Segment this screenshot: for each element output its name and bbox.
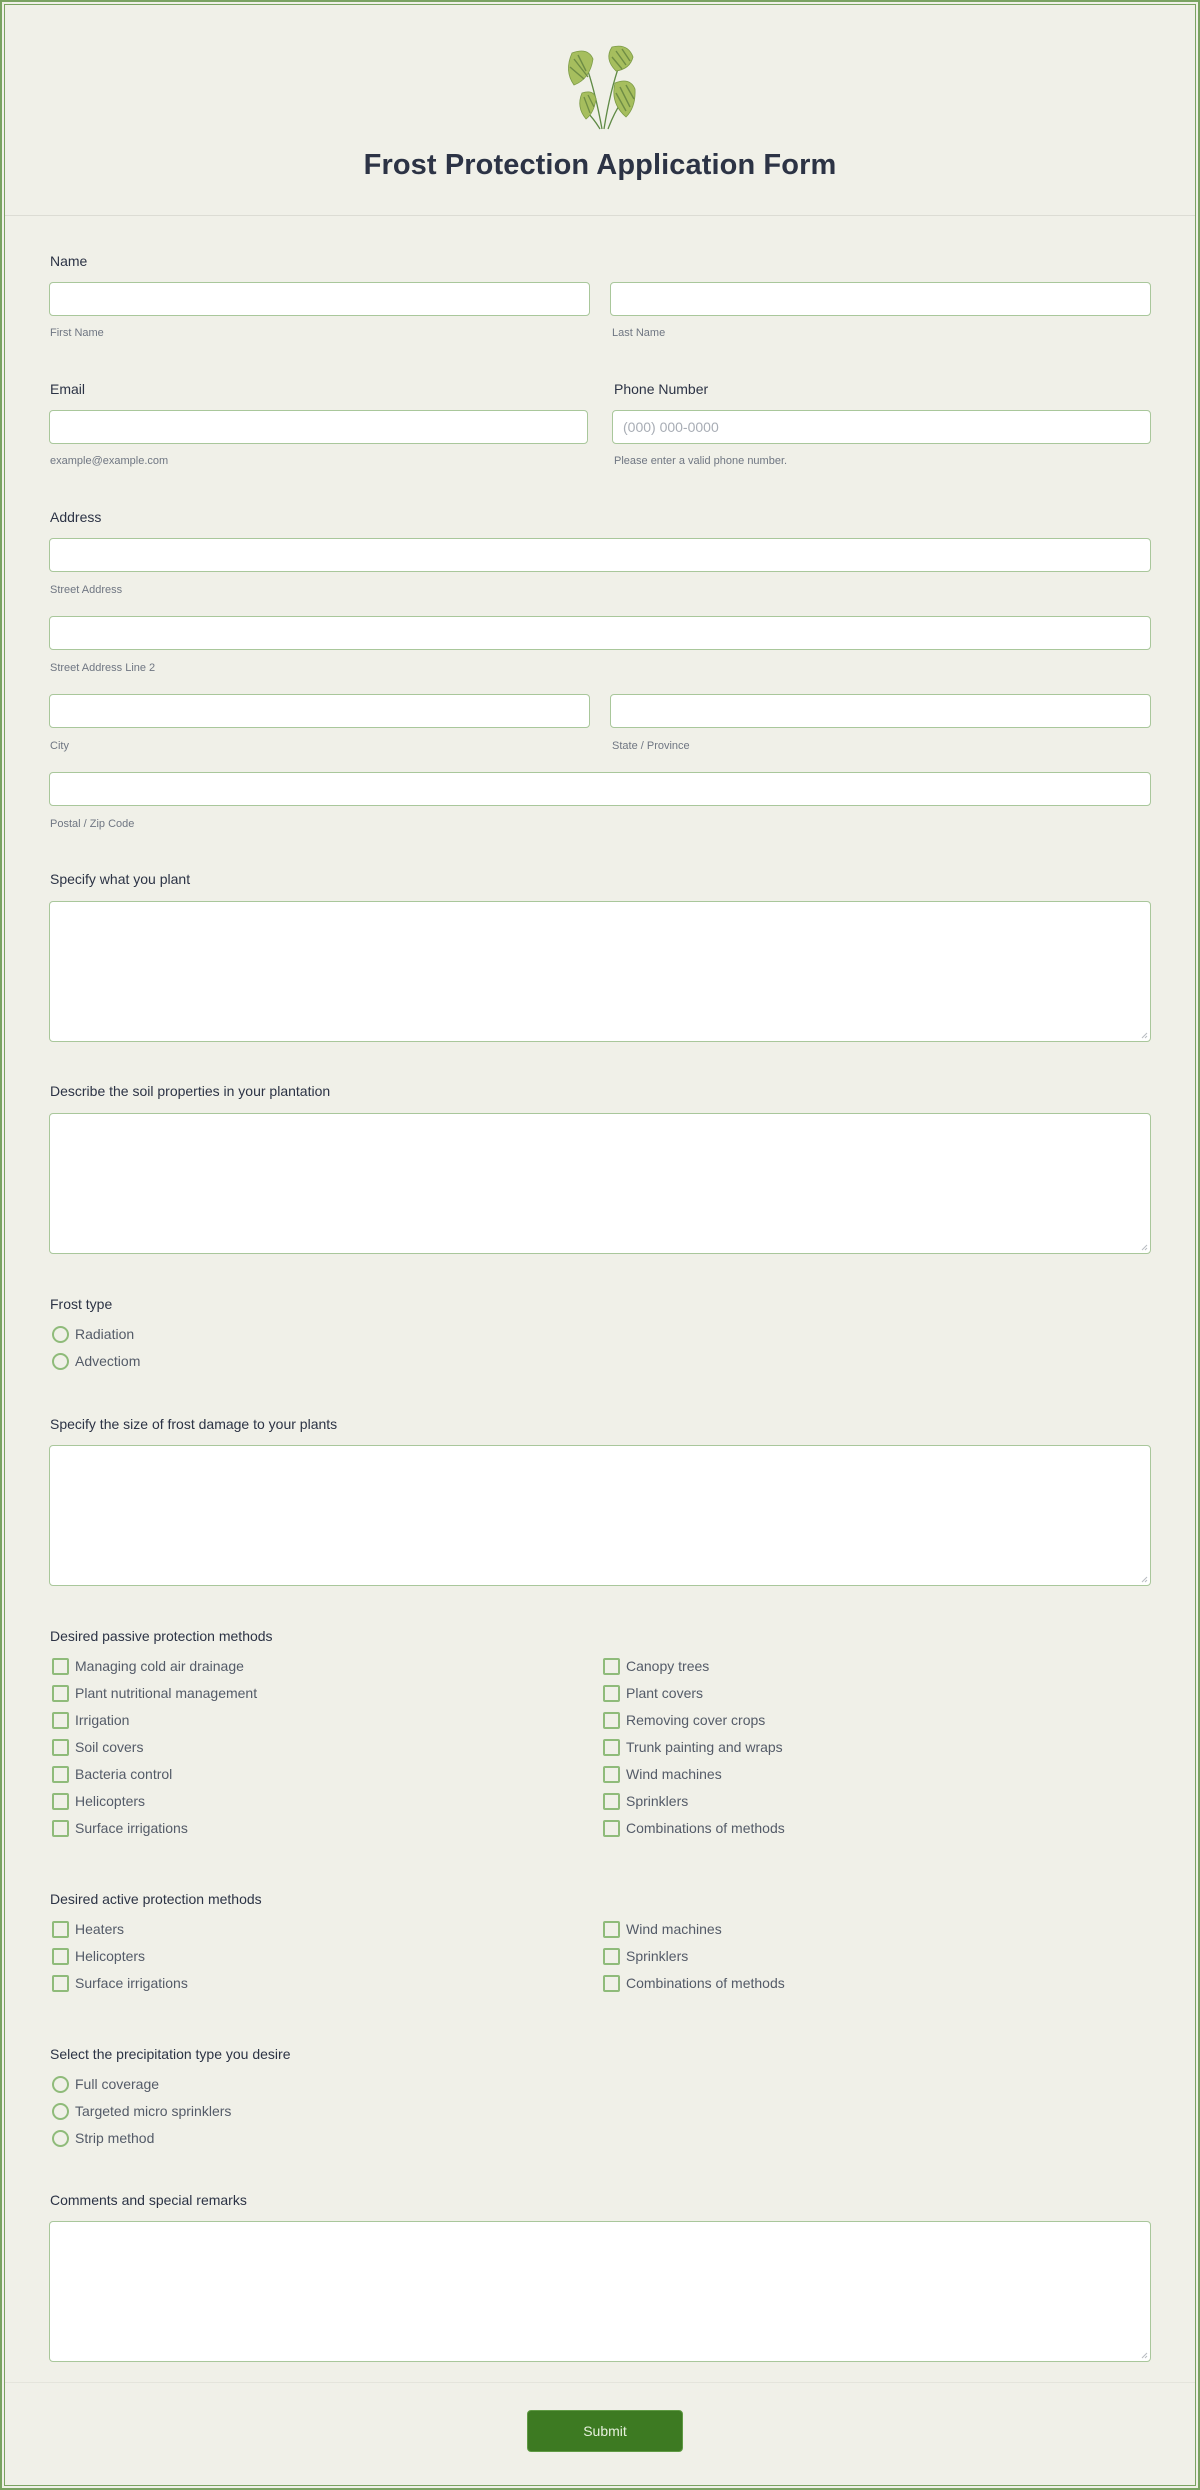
checkbox-icon[interactable]	[603, 1685, 620, 1702]
checkbox-icon[interactable]	[52, 1793, 69, 1810]
precipitation-option[interactable]	[52, 2128, 154, 2148]
address-label: Address	[50, 509, 102, 525]
active-checkbox-option[interactable]	[603, 1946, 688, 1966]
footer-divider	[5, 2382, 1195, 2383]
checkbox-icon[interactable]	[603, 1793, 620, 1810]
checkbox-icon[interactable]	[603, 1948, 620, 1965]
precipitation-label: Select the precipitation type you desire	[50, 2046, 291, 2062]
checkbox-icon[interactable]	[603, 1820, 620, 1837]
checkbox-icon[interactable]	[603, 1658, 620, 1675]
passive-checkbox-option[interactable]	[52, 1683, 257, 1703]
passive-checkbox-option[interactable]	[52, 1764, 172, 1784]
checkbox-icon[interactable]	[52, 1712, 69, 1729]
soil-label: Describe the soil properties in your plantation	[50, 1083, 331, 1099]
resize-grip-icon[interactable]	[1140, 1575, 1148, 1583]
radio-button-icon[interactable]	[52, 1353, 69, 1370]
name-label: Name	[50, 253, 88, 269]
checkbox-icon[interactable]	[52, 1975, 69, 1992]
option-label: Strip method	[75, 2130, 155, 2146]
state-province-sublabel: State / Province	[612, 740, 690, 752]
radio-button-icon[interactable]	[52, 1326, 69, 1343]
option-label: Sprinklers	[626, 1948, 689, 1964]
passive-checkbox-option[interactable]	[52, 1737, 143, 1757]
form-header	[5, 5, 1195, 216]
option-label: Helicopters	[75, 1948, 146, 1964]
checkbox-icon[interactable]	[52, 1658, 69, 1675]
option-label: Managing cold air drainage	[75, 1658, 244, 1674]
passive-checkbox-option[interactable]	[603, 1791, 688, 1811]
option-label: Heaters	[75, 1921, 125, 1937]
checkbox-icon[interactable]	[603, 1921, 620, 1938]
passive-checkbox-option[interactable]	[603, 1818, 785, 1838]
option-label: Surface irrigations	[75, 1820, 188, 1836]
frost-type-label: Frost type	[50, 1296, 113, 1312]
checkbox-icon[interactable]	[52, 1948, 69, 1965]
option-label: Wind machines	[626, 1766, 722, 1782]
option-label: Plant nutritional management	[75, 1685, 258, 1701]
phone-sublabel: Please enter a valid phone number.	[614, 455, 788, 467]
checkbox-icon[interactable]	[603, 1712, 620, 1729]
city-input[interactable]	[49, 694, 590, 728]
last-name-input[interactable]	[610, 282, 1151, 316]
checkbox-icon[interactable]	[603, 1766, 620, 1783]
passive-checkbox-option[interactable]	[52, 1710, 129, 1730]
checkbox-icon[interactable]	[603, 1739, 620, 1756]
option-label: Helicopters	[75, 1793, 146, 1809]
phone-input[interactable]	[612, 410, 1151, 444]
first-name-input[interactable]	[49, 282, 590, 316]
option-label: Radiation	[75, 1326, 135, 1342]
checkbox-icon[interactable]	[52, 1766, 69, 1783]
passive-checkbox-option[interactable]	[603, 1683, 703, 1703]
option-label: Sprinklers	[626, 1793, 689, 1809]
passive-methods-label: Desired passive protection methods	[50, 1628, 273, 1644]
resize-grip-icon[interactable]	[1140, 2351, 1148, 2359]
option-label: Irrigation	[75, 1712, 130, 1728]
option-label: Plant covers	[626, 1685, 704, 1701]
active-checkbox-option[interactable]	[603, 1973, 785, 1993]
passive-checkbox-option[interactable]	[603, 1656, 709, 1676]
precipitation-option[interactable]	[52, 2101, 231, 2121]
soil-textarea-wrap	[49, 1113, 1151, 1254]
checkbox-icon[interactable]	[52, 1921, 69, 1938]
damage-textarea[interactable]	[49, 1445, 1151, 1586]
last-name-sublabel: Last Name	[612, 327, 666, 339]
option-label: Combinations of methods	[626, 1820, 785, 1836]
passive-checkbox-option[interactable]	[52, 1791, 145, 1811]
postal-code-sublabel: Postal / Zip Code	[50, 818, 135, 830]
active-checkbox-option[interactable]	[52, 1946, 145, 1966]
option-label: Surface irrigations	[75, 1975, 188, 1991]
option-label: Combinations of methods	[626, 1975, 785, 1991]
plant-leaves-icon	[560, 41, 650, 131]
comments-label: Comments and special remarks	[50, 2192, 247, 2208]
comments-textarea[interactable]	[49, 2221, 1151, 2362]
radio-button-icon[interactable]	[52, 2076, 69, 2093]
active-checkbox-option[interactable]	[603, 1919, 722, 1939]
submit-button[interactable]: Submit	[527, 2410, 683, 2452]
email-label: Email	[50, 381, 86, 397]
active-checkbox-option[interactable]	[52, 1919, 124, 1939]
resize-grip-icon[interactable]	[1140, 1243, 1148, 1251]
checkbox-icon[interactable]	[603, 1975, 620, 1992]
street-address-sublabel: Street Address	[50, 584, 123, 596]
option-label: Advectiom	[75, 1353, 141, 1369]
phone-label: Phone Number	[614, 381, 709, 397]
comments-textarea-wrap	[49, 2221, 1151, 2362]
frost-type-advection-option[interactable]	[52, 1351, 140, 1371]
street-address-line2-sublabel: Street Address Line 2	[50, 662, 156, 674]
resize-grip-icon[interactable]	[1140, 1031, 1148, 1039]
checkbox-icon[interactable]	[52, 1820, 69, 1837]
active-methods-label: Desired active protection methods	[50, 1891, 262, 1907]
option-label: Wind machines	[626, 1921, 722, 1937]
plant-textarea[interactable]	[49, 901, 1151, 1042]
postal-code-input[interactable]	[49, 772, 1151, 806]
street-address-line2-input[interactable]	[49, 616, 1151, 650]
passive-checkbox-option[interactable]	[52, 1818, 188, 1838]
checkbox-icon[interactable]	[52, 1739, 69, 1756]
passive-checkbox-option[interactable]	[603, 1764, 722, 1784]
soil-textarea[interactable]	[49, 1113, 1151, 1254]
street-address-input[interactable]	[49, 538, 1151, 572]
email-sublabel: example@example.com	[50, 455, 169, 467]
plant-textarea-wrap	[49, 901, 1151, 1042]
option-label: Removing cover crops	[626, 1712, 766, 1728]
radio-button-icon[interactable]	[52, 2103, 69, 2120]
form-title: Frost Protection Application Form	[363, 149, 837, 181]
damage-textarea-wrap	[49, 1445, 1151, 1586]
checkbox-icon[interactable]	[52, 1685, 69, 1702]
option-label: Targeted micro sprinklers	[75, 2103, 232, 2119]
first-name-sublabel: First Name	[50, 327, 104, 339]
radio-button-icon[interactable]	[52, 2130, 69, 2147]
damage-label: Specify the size of frost damage to your plants	[50, 1416, 338, 1432]
active-checkbox-option[interactable]	[52, 1973, 188, 1993]
email-input[interactable]	[49, 410, 588, 444]
passive-checkbox-option[interactable]	[603, 1737, 783, 1757]
state-province-input[interactable]	[610, 694, 1151, 728]
option-label: Canopy trees	[626, 1658, 710, 1674]
precipitation-option[interactable]	[52, 2074, 159, 2094]
option-label: Soil covers	[75, 1739, 144, 1755]
option-label: Full coverage	[75, 2076, 160, 2092]
plant-label: Specify what you plant	[50, 871, 191, 887]
passive-checkbox-option[interactable]	[603, 1710, 765, 1730]
option-label: Bacteria control	[75, 1766, 173, 1782]
option-label: Trunk painting and wraps	[626, 1739, 783, 1755]
passive-checkbox-option[interactable]	[52, 1656, 244, 1676]
city-sublabel: City	[50, 740, 69, 752]
frost-type-radiation-option[interactable]	[52, 1324, 134, 1344]
